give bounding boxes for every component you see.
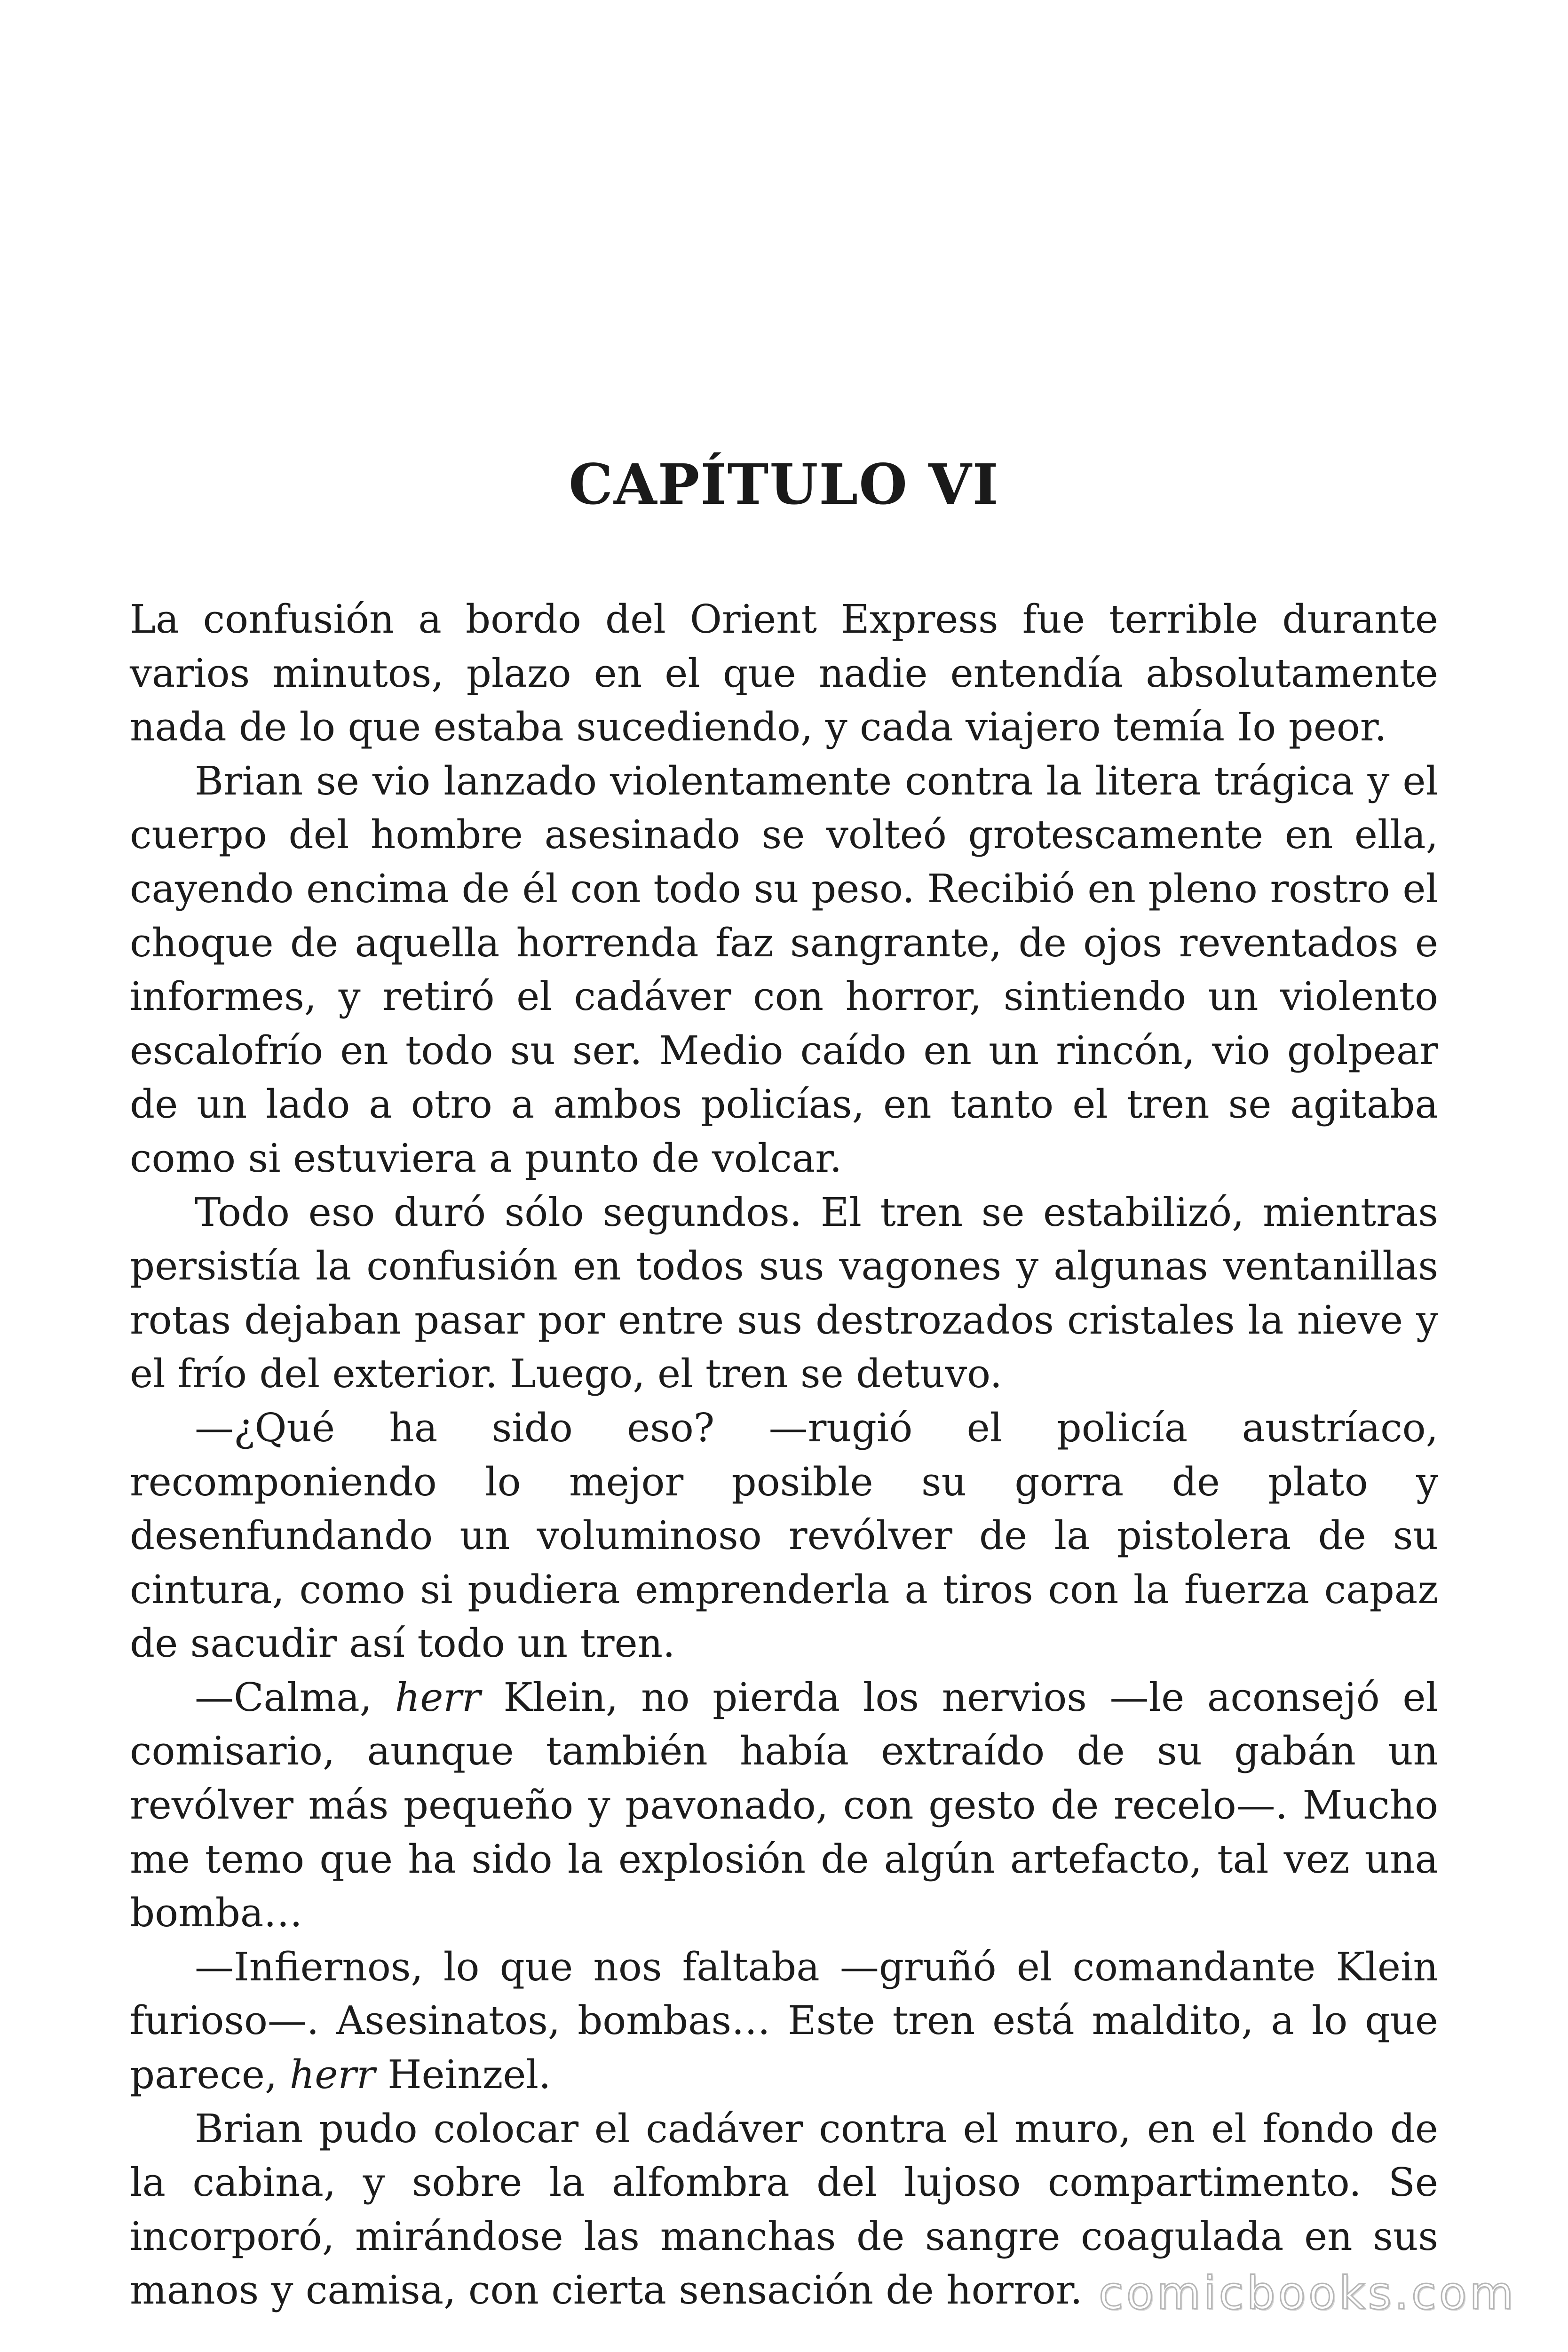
chapter-title: CAPÍTULO VI: [569, 452, 999, 517]
paragraph-5-text-a: —Calma,: [195, 1674, 395, 1720]
paragraph-5: [130, 1671, 1438, 1940]
paragraph-3: [130, 1186, 1438, 1401]
paragraph-3-text: Todo eso duró sólo segundos. El tren se estabilizó, mientras persistía la confusión en todos sus vagones y algunas ventanillas rotas dejaban pasar por entre sus destrozados cristales la nieve y el frío del exterior. Luego, el tren se detuvo.: [130, 1189, 1438, 1397]
paragraph-6: [130, 1940, 1438, 2102]
watermark: comicbooks.com: [1098, 2267, 1516, 2320]
paragraph-4-text: —¿Qué ha sido eso? —rugió el policía austríaco, recomponiendo lo mejor posible su gorra de plato y desenfundando un voluminoso revólver de la pistolera de su cintura, como si pudiera emprenderla a tiros con la fuerza capaz de sacudir así todo un tren.: [130, 1405, 1438, 1667]
paragraph-1: [130, 593, 1438, 755]
paragraph-7-text: Brian pudo colocar el cadáver contra el muro, en el fondo de la cabina, y sobre la alfombra del lujoso compartimento. Se incorporó, mirándose las manchas de sangre coagulada en sus manos y camisa, con cierta sensación de horror.: [130, 2106, 1438, 2313]
paragraph-6-text-a: —Infiernos, lo que nos faltaba —gruñó el comandante Klein furioso—. Asesinatos, bombas… Este tren está maldito, a lo que parece,: [130, 1944, 1438, 2098]
paragraph-2-text: Brian se vio lanzado violentamente contra la litera trágica y el cuerpo del hombre asesinado se volteó grotescamente en ella, cayendo encima de él con todo su peso. Recibió en pleno rostro el choque de aquella horrenda faz sangrante, de ojos reventados e informes, y retiró el cadáver con horror, sintiendo un violento escalofrío en todo su ser. Medio caído en un rincón, vio golpear de un lado a otro a ambos policías, en tanto el tren se agitaba como si estuviera a punto de volcar.: [130, 758, 1438, 1181]
paragraph-6-text-b: Heinzel.: [375, 2052, 551, 2098]
paragraph-6-italic: herr: [289, 2052, 375, 2098]
paragraph-5-italic: herr: [395, 1674, 481, 1720]
paragraph-2: [130, 755, 1438, 1186]
paragraph-5-text-b: Klein, no pierda los nervios —le aconsejó el comisario, aunque también había extraído de su gabán un revólver más pequeño y pavonado, con gesto de recelo—. Mucho me temo que ha sido la explosión de algún artefacto, tal vez una bomba…: [130, 1674, 1438, 1936]
paragraph-1-text: La confusión a bordo del Orient Express fue terrible durante varios minutos, plazo en el que nadie entendía absolutamente nada de lo que estaba sucediendo, y cada viajero temía Io peor.: [130, 596, 1438, 750]
chapter-body: [130, 593, 1438, 2318]
paragraph-4: [130, 1401, 1438, 1671]
